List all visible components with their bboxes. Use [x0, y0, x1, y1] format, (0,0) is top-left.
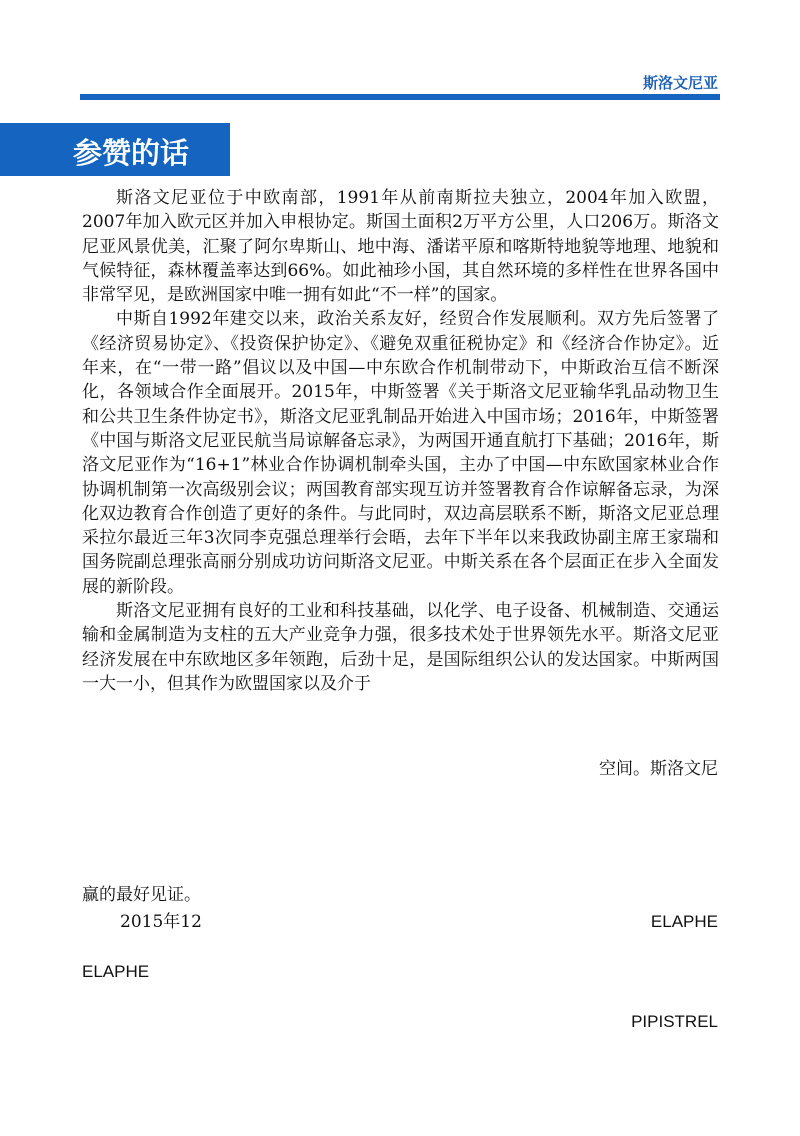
- paragraph-1: 斯洛文尼亚位于中欧南部，1991年从前南斯拉夫独立，2004年加入欧盟，2007年加入欧元区并加入申根协定。斯国土面积2万平方公里，人口206万。斯洛文尼亚风景优美，汇聚了阿尔卑斯山、地中海、潘诺平原和喀斯特地貌等地理、地貌和气候特征，森林覆盖率达到66%。如此袖珍小国，其自然环境的多样性在世界各国中非常罕见，是欧洲国家中唯一拥有如此“不一样”的国家。: [82, 188, 719, 306]
- signature-left: ELAPHE: [82, 962, 150, 981]
- signature-bottom: PIPISTREL: [631, 1012, 718, 1031]
- paragraph-3: 斯洛文尼亚拥有良好的工业和科技基础，以化学、电子设备、机械制造、交通运输和金属制造为支柱的五大产业竞争力强，很多技术处于世界领先水平。斯洛文尼亚经济发展在中东欧地区多年领跑，后劲十足，是国际组织公认的发达国家。中斯两国一大一小，但其作为欧盟国家以及介于: [82, 601, 719, 694]
- closing-text: 赢的最好见证。: [82, 885, 201, 905]
- section-title: 参赞的话: [73, 136, 190, 170]
- continuation-line: 空间。斯洛文尼: [599, 759, 718, 779]
- paragraph-2: 中斯自1992年建交以来，政治关系友好，经贸合作发展顺利。双方先后签署了《经济贸易协定》、《投资保护协定》、《避免双重征税协定》和《经济合作协定》。近年来，在“一带一路”倡议以及中国—中东欧合作机制带动下，中斯政治互信不断深化，各领域合作全面展开。2015年，中斯签署《关于斯洛文尼亚输华乳品动物卫生和公共卫生条件协定书》，斯洛文尼亚乳制品开始进入中国市场；2016年，中斯签署《中国与斯洛文尼亚民航当局谅解备忘录》，为两国开通直航打下基础；2016年，斯洛文尼亚作为“16+1”林业合作协调机制牵头国，主办了中国—中东欧国家林业合作协调机制第一次高级别会议；两国教育部实现互访并签署教育合作谅解备忘录，为深化双边教育合作创造了更好的条件。与此同时，双边高层联系不断，斯洛文尼亚总理采拉尔最近三年3次同李克强总理举行会晤，去年下半年以来我政协副主席王家瑞和国务院副总理张高丽分别成功访问斯洛文尼亚。中斯关系在各个层面正在步入全面发展的新阶段。: [82, 309, 719, 597]
- section-tab: [0, 123, 230, 176]
- date-text: 2015年12: [120, 912, 202, 932]
- signature-right: ELAPHE: [650, 912, 718, 931]
- body-text: [82, 186, 719, 696]
- header-rule: [80, 94, 720, 100]
- header-title: 斯洛文尼亚: [642, 75, 718, 92]
